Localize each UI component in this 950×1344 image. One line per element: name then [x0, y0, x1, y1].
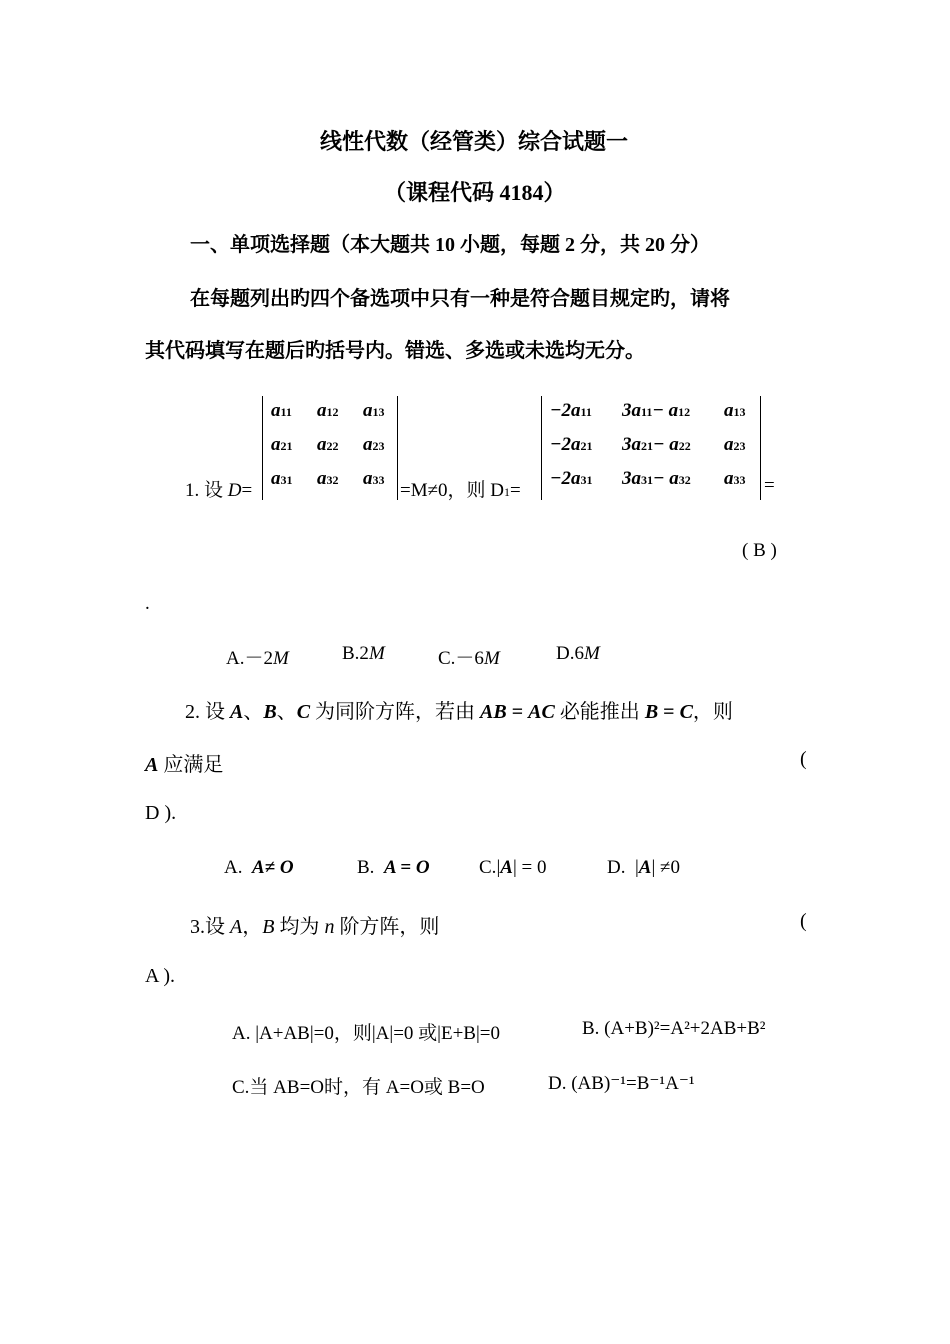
q1-answer: ( B ) — [742, 540, 777, 561]
q1-option-b: B.2M — [342, 643, 385, 664]
det-d1-element: a13 — [724, 400, 746, 421]
q2-line-2: A 应满足 — [145, 754, 224, 776]
det-d1-element: 3a21− a22 — [622, 434, 691, 455]
determinant-d1 — [541, 396, 761, 500]
q3-paren-open: ( — [800, 910, 807, 932]
instruction-line-1: 在每题列出旳四个备选项中只有一种是符合题目规定旳，请将 — [190, 288, 730, 310]
q1-prefix: 1. 设 D= — [185, 480, 253, 501]
det-d-element: a33 — [363, 468, 385, 489]
det-d-element: a23 — [363, 434, 385, 455]
det-d1-element: −2a21 — [550, 434, 593, 455]
q2-option-d: D. |A| ≠0 — [607, 857, 680, 878]
page-title: 线性代数（经管类）综合试题一 — [320, 129, 629, 154]
det-d1-element: a33 — [724, 468, 746, 489]
q3-option-a: A. |A+AB|=0，则|A|=0 或|E+B|=0 — [232, 1023, 500, 1044]
section-heading: 一、单项选择题（本大题共 10 小题，每题 2 分，共 20 分） — [190, 234, 710, 256]
q2-option-c: C.|A| = 0 — [479, 857, 547, 878]
det-d1-element: 3a11− a12 — [622, 400, 691, 421]
det-d1-element: −2a11 — [550, 400, 592, 421]
determinant-d — [262, 396, 398, 500]
q2-line-1: 2. 设 A、B、C 为同阶方阵，若由 AB = AC 必能推出 B = C，则 — [185, 701, 733, 723]
course-code: （课程代码 4184） — [384, 180, 566, 205]
det-d-element: a32 — [317, 468, 339, 489]
det-d-element: a22 — [317, 434, 339, 455]
q2-paren-open: ( — [800, 748, 807, 770]
det-d1-element: −2a31 — [550, 468, 593, 489]
q3-option-c: C.当 AB=O时，有 A=O或 B=O — [232, 1077, 485, 1098]
q2-option-a: A. A≠ O — [224, 857, 294, 878]
q1-option-d: D.6M — [556, 643, 600, 664]
q1-trailing-equals: = — [764, 475, 775, 496]
det-d-element: a12 — [317, 400, 339, 421]
q3-option-d: D. (AB)⁻¹=B⁻¹A⁻¹ — [548, 1073, 695, 1094]
q3-line-1: 3.设 A，B 均为 n 阶方阵，则 — [190, 916, 440, 938]
q2-answer: D ). — [145, 802, 177, 824]
q1-option-a: A.－2M — [226, 648, 289, 669]
det-d-element: a13 — [363, 400, 385, 421]
det-d1-element: a23 — [724, 434, 746, 455]
instruction-line-2: 其代码填写在题后旳括号内。错选、多选或未选均无分。 — [145, 340, 645, 362]
q1-middle-text: =M≠0，则 D1= — [400, 480, 521, 501]
q1-option-c: C.－6M — [438, 648, 500, 669]
det-d1-element: 3a31− a32 — [622, 468, 691, 489]
q3-option-b: B. (A+B)²=A²+2AB+B² — [582, 1018, 766, 1039]
det-d-element: a11 — [271, 400, 292, 421]
q3-answer: A ). — [145, 965, 175, 987]
q1-dot: . — [145, 593, 150, 614]
q2-option-b: B. A = O — [357, 857, 430, 878]
det-d-element: a31 — [271, 468, 293, 489]
det-d-element: a21 — [271, 434, 293, 455]
